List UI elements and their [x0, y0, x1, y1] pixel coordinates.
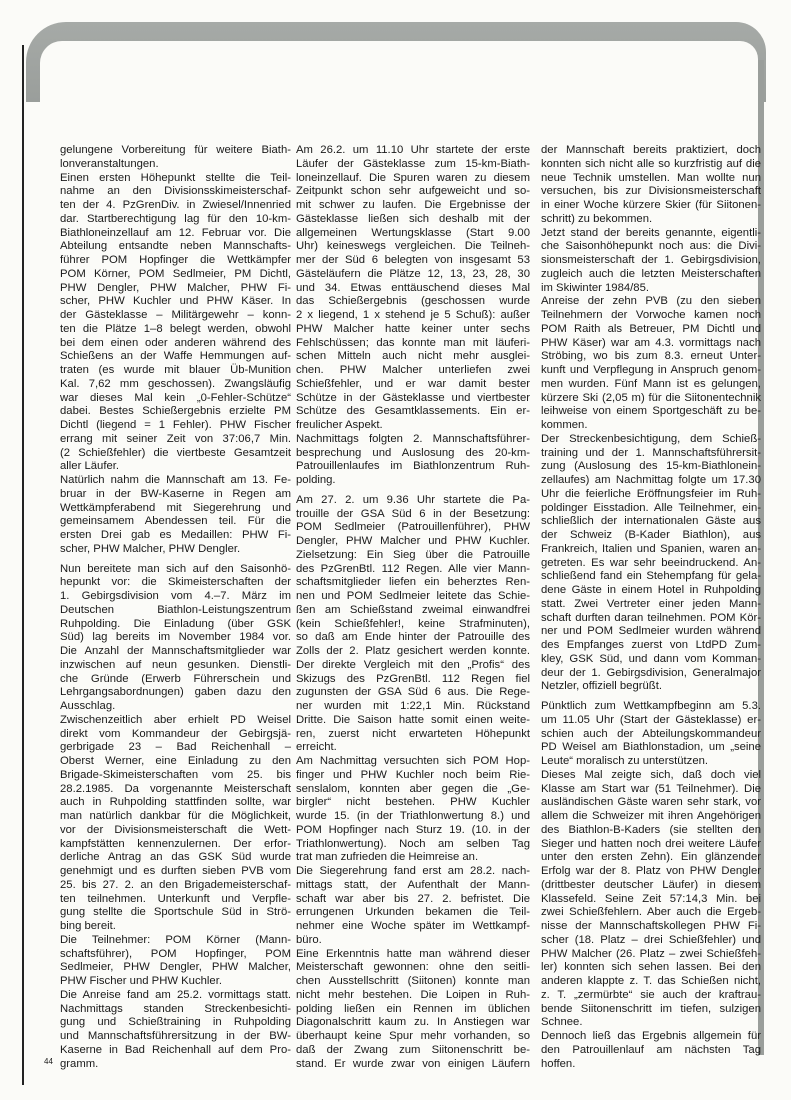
text-line: scher, PHW Malcher, PHW Dengler. — [60, 542, 241, 555]
text-line: Klasse am Start war (51 Teilnehmer). Die — [541, 782, 761, 795]
text-line: Die Anreise fand am 25.2. vormittags statt. — [60, 988, 291, 1001]
text-line: schaftsmitglieder liefen ein beherztes Ren- — [296, 576, 530, 589]
text-line: Netzler, offiziell begrüßt. — [541, 680, 662, 693]
text-line: wurde 15. (in der Triathlonwertung 8.) und — [296, 810, 530, 822]
text-line: Brigade-Skimeisterschaften vom 25. bis — [60, 768, 291, 781]
text-line: trat man zufrieden die Heimreise an. — [296, 851, 479, 864]
paragraph — [541, 433, 761, 694]
text-line: che Gründe (Erwerb Führerschein und — [60, 672, 291, 685]
text-line: poldinger Eisstadion. Alle Teilnehmer, ein- — [541, 501, 761, 514]
text-line: (kein Schießfehler!, keine Strafminuten), — [296, 617, 530, 630]
text-line: Gästeläufern die Plätze 12, 13, 23, 28, 30 — [296, 267, 530, 280]
text-line: 1. Gebirgsdivision vom 4.–7. März im — [60, 590, 291, 602]
text-line: getreten. Es war sehr beeindruckend. An- — [541, 556, 761, 569]
text-line: scher (18. Platz – drei Schießfehler) und — [541, 933, 761, 946]
text-line: PHW Fischer und PHW Kuchler. — [60, 975, 222, 987]
text-line: kunft und Verpflegung in Anspruch genom- — [541, 364, 761, 376]
text-line: Uhr) keineswegs vergleichen. Die Teilneh- — [296, 240, 530, 253]
text-line: Die Anzahl der Mannschaftsmitglieder war — [60, 645, 291, 657]
text-line: allgemeinen Wertungsklasse (Start 9.00 — [296, 226, 530, 239]
text-line: Die Siegerehrung fand erst am 28.2. nach- — [296, 865, 530, 877]
paragraph — [296, 755, 530, 865]
text-line: Zwischenzeitlich aber erhielt PD Weisel — [60, 713, 291, 726]
paragraph — [60, 144, 291, 172]
text-line: senslalom, konnten aber gegen die „Ge- — [296, 782, 530, 795]
text-line: errungenen Urkunden bekamen die Teil- — [296, 906, 530, 919]
text-line: bruar in der BW-Kaserne in Regen am — [60, 487, 291, 500]
text-line: Patrouillenlaufes im Biathlonzentrum Ruh- — [296, 460, 530, 473]
text-line: Eine Erkenntnis hatte man während dieser — [296, 947, 530, 960]
text-line: schen Mitteln auch nicht mehr ausglei- — [296, 350, 530, 363]
text-line: stand. Er wurde zwar von einigen Läufern — [296, 1057, 530, 1070]
text-line: mer der Süd 6 belegten von insgesamt 53 — [296, 254, 530, 266]
text-line: schließlich der internationalen Gäste aus — [541, 515, 761, 528]
text-line: Leute“ moralisch zu unterstützen. — [541, 755, 709, 767]
paragraph — [60, 934, 291, 989]
text-line: scher, PHW Kuchler und PHW Käser. In — [60, 295, 291, 308]
text-line: Am 27. 2. um 9.36 Uhr startete die Pa- — [296, 493, 530, 506]
text-line: aller Läufer. — [60, 460, 120, 473]
text-line: Sedlmeier, PHW Dengler, PHW Malcher, — [60, 961, 291, 974]
paragraph — [296, 433, 530, 488]
text-line: inzwischen auf neun gesunken. Dienstli- — [60, 658, 291, 671]
text-line: des Empfanges zuerst von LtdPD Zum- — [541, 639, 761, 651]
text-line: training und der 1. Mannschaftsführersit- — [541, 446, 761, 459]
text-line: leihweise von einem Sportgeschäft zu be- — [541, 405, 761, 418]
text-line: war dieses Mal kein „0-Fehler-Schütze“ — [60, 391, 291, 404]
text-line: ler) konnten sich sehen lassen. Bei den — [541, 961, 761, 974]
paragraph — [296, 948, 530, 1072]
text-line: führer POM Hopfinger die Wettkämpfer — [60, 254, 291, 266]
text-line: so daß am Ende hinter der Patrouille des — [296, 631, 530, 644]
text-line: Wettkämpferabend mit Siegerehrung und — [60, 501, 291, 514]
text-line: derliche Antrag an das GSK Süd wurde — [60, 851, 291, 864]
scan-edge-rule — [22, 45, 24, 1085]
text-line: traten (es wurde mit blauer Üb-Munition — [60, 364, 291, 376]
text-line: Dengler, PHW Malcher und PHW Kuchler. — [296, 535, 530, 547]
text-line: 25. bis 27. 2. an den Brigademeisterschaf- — [60, 878, 291, 891]
text-line: Klassefeld. Seine Zeit 57:14,3 Min. bei — [541, 892, 761, 905]
text-line: gelungene Vorbereitung für weitere Biath- — [60, 144, 291, 156]
text-line: Biathloneinzellauf am 12. Februar vor. Die — [60, 226, 291, 239]
text-line: unter den ersten Zehn). Ein glänzender — [541, 851, 761, 864]
text-line: Diagonalschritt kaum zu. In Anstiegen war — [296, 1016, 530, 1029]
text-line: Der direkte Vergleich mit den „Profis“ des — [296, 658, 530, 671]
text-line: nicht mehr bestehen. Die Loipen in Ruh- — [296, 988, 530, 1001]
text-line: gung und Schießtraining in Ruhpolding — [60, 1016, 291, 1029]
text-line: schien auch der Abteilungskommandeur — [541, 727, 761, 740]
text-line: kley, GSK Süd, und dann vom Komman- — [541, 652, 761, 665]
text-line: den Patrouillenlauf am nächsten Tag — [541, 1043, 761, 1056]
text-line: Die Teilnehmer: POM Körner (Mann- — [60, 933, 291, 946]
text-line: Einen ersten Höhepunkt stellte die Teil- — [60, 171, 291, 184]
text-line: PHW Dengler, PHW Malcher, PHW Fi- — [60, 281, 291, 294]
text-line: vor der Divisionsmeisterschaft die Wett- — [60, 823, 291, 836]
text-line: kampfstätten kennenzulernen. Der erfor- — [60, 837, 291, 850]
text-line: errang mit seiner Zeit von 37:06,7 Min. — [60, 432, 291, 445]
text-line: Teilnehmern der Vorwoche kamen noch — [541, 309, 761, 321]
text-line: Am Nachmittag versuchten sich POM Hop- — [296, 755, 530, 767]
paragraph — [296, 865, 530, 948]
text-line: Dritte. Die Saison hatte somit einen weite- — [296, 713, 530, 726]
paragraph — [60, 563, 291, 714]
text-line: nahme an den Divisionsskimeisterschaf- — [60, 185, 291, 198]
text-column-3 — [541, 144, 761, 1071]
text-line: deur der 1. Gebirgsdivision, Generalmajor — [541, 666, 761, 679]
text-line: Uhr die feierliche Eröffnungsfeier im Ruh- — [541, 487, 761, 500]
text-line: schaftsführer), POM Hopfinger, POM — [60, 947, 291, 960]
text-line: gung stellte die Sportschule Süd in Strö- — [60, 906, 291, 919]
text-line: Meisterschaft gewonnen: ohne den seitli- — [296, 961, 530, 974]
text-line: genehmigt und es durften sieben PVB vom — [60, 865, 291, 877]
text-line: das Schießergebnis (geschossen wurde — [296, 295, 530, 308]
text-line: neue Technik umstellen. Man wollte nun — [541, 171, 761, 184]
text-line: PHW Malcher hatte keiner unter sechs — [296, 322, 530, 335]
text-line: Zolls der 2. Platz gesichert werden konnte. — [296, 645, 530, 657]
text-line: Läufer der Gästeklasse zum 15-km-Biath- — [296, 157, 530, 170]
text-line: ersten Drei gab es Medaillen: PHW Fi- — [60, 529, 291, 541]
text-line: statt. Zwei Vertreter einer jeden Mann- — [541, 597, 761, 610]
text-line: POM Sedlmeier (Patrouillenführer), PHW — [296, 521, 530, 534]
text-line: ner wurden mit 1:22,1 Min. Rückstand — [296, 700, 530, 712]
text-line: Deutschen Biathlon-Leistungszentrum — [60, 603, 291, 616]
text-line: der Mannschaft bereits praktiziert, doch — [541, 144, 761, 156]
text-line: finger und PHW Kuchler noch beim Rie- — [296, 768, 530, 781]
text-line: Fehlschüssen; das konnte man mit läuferi- — [296, 336, 530, 349]
text-line: versuchen, bis zur Divisionsmeisterschaft — [541, 185, 761, 198]
text-line: kürzere Ski (2,05 m) für die Siitonentechnik — [541, 391, 761, 404]
text-line: Oberst Werner, eine Einladung zu den — [60, 755, 291, 767]
text-line: Nun bereitete man sich auf den Saisonhö- — [60, 562, 291, 575]
text-line: Kaserne in Bad Reichenhall auf dem Pro- — [60, 1043, 291, 1056]
text-line: der Schweiz (B-Kader Biathlon), aus — [541, 529, 761, 541]
text-line: POM Körner, POM Sedlmeier, PM Dichtl, — [60, 267, 291, 280]
text-line: ten teilnehmen. Unterkunft und Verpfle- — [60, 892, 291, 905]
text-line: Der Streckenbesichtigung, dem Schieß- — [541, 432, 761, 445]
text-line: der Gästeklasse – Militärgewehr – konn- — [60, 309, 291, 321]
text-line: (2 Schießfehler) die viertbeste Gesamtzeit — [60, 446, 291, 459]
text-line: anderen klappte z. T. das Schießen nicht, — [541, 975, 761, 987]
text-line: men wurden. Fünf Mann ist es gelungen, — [541, 377, 761, 390]
paragraph — [541, 227, 761, 296]
text-line: Pünktlich zum Wettkampfbeginn am 5.3. — [541, 700, 761, 712]
text-line: polding ließen ein Rennen im üblichen — [296, 1002, 530, 1015]
paragraph — [296, 144, 530, 433]
text-line: PHW Käser) war am 4.3. vormittags nach — [541, 336, 761, 349]
text-line: Frankreich, Italien und Spanien, waren an- — [541, 542, 761, 555]
text-line: des Biathlon-B-Kaders (sie stellten den — [541, 823, 761, 836]
text-line: Süd) lag bereits im November 1984 vor. — [60, 631, 291, 644]
text-line: zugleich auch die letzten Meisterschaften — [541, 267, 761, 280]
text-line: ner und POM Sedlmeier wurden während — [541, 625, 761, 638]
text-line: PD Weisel am Biathlonstadion, um „seine — [541, 741, 761, 754]
text-line: allem die Schweizer mit ihren Angehörigen — [541, 810, 761, 822]
text-line: nisse der Mannschaftskollegen PHW Fi- — [541, 920, 761, 932]
text-line: chen. PHW Malcher unterliefen zwei — [296, 364, 530, 376]
text-line: Schütze des Gesamtklassements. Ein er- — [296, 405, 530, 418]
text-line: zung (Auslosung des 15-km-Biathlonein- — [541, 460, 761, 473]
paragraph — [541, 1030, 761, 1071]
text-line: schließend fand ein Stehempfang für gela- — [541, 570, 761, 583]
text-line: gemeinsamem Abendessen teil. Für die — [60, 515, 291, 528]
text-line: freulicher Aspekt. — [296, 419, 383, 431]
text-line: POM Raith als Betreuer, PM Dichtl und — [541, 322, 761, 335]
text-line: sionsmeisterschaft der 1. Gebirgsdivision, — [541, 254, 761, 266]
text-line: dabei. Bestes Schießergebnis erzielte PM — [60, 405, 291, 418]
text-line: in einer Woche kürzere Skier (für Siitonen- — [541, 199, 761, 211]
paragraph — [60, 172, 291, 475]
text-line: Schütze in der Gästeklasse und viertbester — [296, 391, 530, 404]
text-line: Nachmittags folgten 2. Mannschaftsführer- — [296, 432, 530, 445]
text-line: Erfolg war der 8. Platz von PHW Dengler — [541, 865, 761, 877]
text-line: ten die Plätze 1–8 belegt werden, obwohl — [60, 322, 291, 335]
text-line: lonveranstaltungen. — [60, 157, 159, 170]
paragraph — [60, 989, 291, 1072]
text-line: nen und POM Sedlmeier leitete das Schie- — [296, 590, 530, 602]
text-line: schritt) zu bekommen. — [541, 212, 653, 225]
text-line: büro. — [296, 933, 322, 946]
text-line: POM Hopfinger nach Sturz 19. (10. in der — [296, 823, 530, 836]
text-line: gerbrigade 23 – Bad Reichenhall – — [60, 741, 291, 754]
text-line: hepunkt vor: die Skimeisterschaften der — [60, 576, 291, 589]
text-line: um 11.05 Uhr (Start der Gästeklasse) er- — [541, 713, 761, 726]
text-line: bende Siitonenschritt im tiefen, sulzigen — [541, 1002, 761, 1015]
text-line: Anreise der zehn PVB (zu den sieben — [541, 295, 761, 308]
text-line: Ausschlag. — [60, 700, 116, 712]
paragraph — [60, 714, 291, 934]
text-column-2 — [296, 144, 530, 1071]
text-line: ausländischen Gäste waren sehr stark, vor — [541, 796, 761, 809]
text-line: zwei Schießfehlern. Aber auch die Ergeb- — [541, 906, 761, 919]
text-line: Abteilung entsandte neben Mannschafts- — [60, 240, 291, 253]
text-line: z. T. „zermürbte“ sie auch der kraftrau- — [541, 988, 761, 1001]
text-line: ten der 4. PzGrenDiv. in Zwiesel/Innenried — [60, 199, 291, 211]
text-line: konnten sich nicht alle so kurzfristig auf die — [541, 157, 761, 170]
text-line: nehmer eine Woche später im Wettkampf- — [296, 920, 530, 932]
text-line: Jetzt stand der bereits genannte, eigentli- — [541, 226, 761, 239]
text-line: direkt vom Kommandeur der Gebirgsjä- — [60, 727, 291, 740]
text-line: Skizugs des PzGrenBtl. 112 Regen fiel — [296, 672, 530, 685]
text-line: daß der Zwang zum Siitonenschritt be- — [296, 1043, 530, 1056]
text-line: gramm. — [60, 1057, 99, 1070]
text-line: Zeitpunkt schon sehr aufgeweicht und so- — [296, 185, 530, 198]
text-line: trouille der GSA Süd 6 in der Besetzung: — [296, 507, 530, 520]
text-line: ßen am Schießstand zweimal einwandfrei — [296, 603, 530, 616]
text-line: Schnee. — [541, 1016, 583, 1029]
text-column-1 — [60, 144, 291, 1071]
text-line: erreicht. — [296, 741, 337, 754]
text-line: Ruhpolding. Die Einladung (über GSK — [60, 617, 291, 630]
text-line: Schießens an der Waffe Hemmungen auf- — [60, 350, 291, 363]
text-line: Dieses Mal zeigte sich, daß doch viel — [541, 768, 761, 781]
text-line: mittags statt, der Aufenthalt der Mann- — [296, 878, 530, 891]
text-line: Triathlonwertung). Noch am selben Tag — [296, 837, 530, 850]
text-line: (drittbester deutscher Läufer) in diesem — [541, 878, 761, 891]
text-line: che Saisonhöhepunkt noch aus: die Divi- — [541, 240, 761, 253]
text-line: polding. — [296, 474, 336, 486]
text-line: und Mannschaftsführersitzung in der BW- — [60, 1030, 291, 1042]
text-line: dar. Startberechtigung lag für den 10-km- — [60, 212, 291, 225]
text-line: schaft war aber bis 27. 2. befristet. Die — [296, 892, 530, 905]
text-line: bing bereit. — [60, 920, 116, 932]
text-line: loneinzellauf. Die Spuren waren zu diesem — [296, 171, 530, 184]
text-line: Natürlich nahm die Mannschaft am 13. Fe- — [60, 474, 291, 486]
text-line: Gästeklasse ließen sich deshalb mit der — [296, 212, 530, 225]
text-line: birgler“ nicht bestehen. PHW Kuchler — [296, 796, 530, 809]
paragraph — [541, 295, 761, 433]
text-line: ren, zuerst nicht erwarteten Höhepunkt — [296, 727, 530, 740]
text-line: Nachmittags standen Streckenbesichti- — [60, 1002, 291, 1015]
text-line: bei dem einen oder anderen während des — [60, 336, 291, 349]
text-line: mit schwer zu laufen. Die Ergebnisse der — [296, 199, 530, 211]
text-line: Am 26.2. um 11.10 Uhr startete der erste — [296, 144, 530, 156]
text-line: Lehrgangsabordnungen) gaben dazu den — [60, 686, 291, 699]
text-line: überhaupt keine Spur mehr vorhanden, so — [296, 1030, 530, 1042]
text-line: man natürlich dankbar für die Möglichkeit, — [60, 810, 291, 822]
text-line: dene Gäste in einem Hotel in Ruhpolding — [541, 584, 761, 596]
paragraph — [541, 144, 761, 227]
text-line: im Skiwinter 1984/85. — [541, 281, 649, 294]
text-line: hoffen. — [541, 1057, 576, 1070]
paragraph — [60, 474, 291, 557]
text-line: chen Ausstellschritt (Siitonen) konnte man — [296, 975, 530, 987]
paragraph — [296, 494, 530, 755]
text-line: kommen. — [541, 419, 588, 431]
paragraph — [541, 769, 761, 1030]
text-line: zugunsten der GSA Süd 6 aus. Die Rege- — [296, 686, 530, 699]
text-line: Kal. 7,62 mm geschossen). Zwangsläufig — [60, 377, 291, 390]
text-line: zellaufes) am Nachmittag folgte um 17.30 — [541, 474, 761, 486]
text-line: des PzGrenBtl. 112 Regen. Alle vier Mann- — [296, 562, 530, 575]
text-line: Zielsetzung: Ein Sieg über die Patrouille — [296, 548, 530, 561]
text-line: Ströbing, wo bis zum 8.3. erneut Unter- — [541, 350, 761, 363]
text-line: 28.2.1985. Da vorgenannte Meisterschaft — [60, 782, 291, 795]
text-line: auch in Ruhpolding stattfinden sollte, war — [60, 796, 291, 809]
text-line: Sieger und hatten noch drei weitere Läufer — [541, 837, 761, 850]
text-line: Dennoch ließ das Ergebnis allgemein für — [541, 1030, 761, 1042]
text-line: Schießfehler, und er war damit bester — [296, 377, 530, 390]
text-line: und 34. Etwas enttäuschend dieses Mal — [296, 281, 530, 294]
text-line: PHW Malcher (26. Platz – zwei Schießfeh- — [541, 947, 761, 960]
text-line: besprechung und Auslosung des 20-km- — [296, 446, 530, 459]
text-line: 2 x liegend, 1 x stehend je 5 Schuß): außer — [296, 309, 530, 321]
text-line: Dichtl (liegend = 1 Fehler). PHW Fischer — [60, 419, 291, 431]
page-number: 44 — [44, 1057, 53, 1066]
text-line: schaft durften daran teilnehmen. POM Kör- — [541, 611, 761, 624]
paragraph — [541, 700, 761, 769]
